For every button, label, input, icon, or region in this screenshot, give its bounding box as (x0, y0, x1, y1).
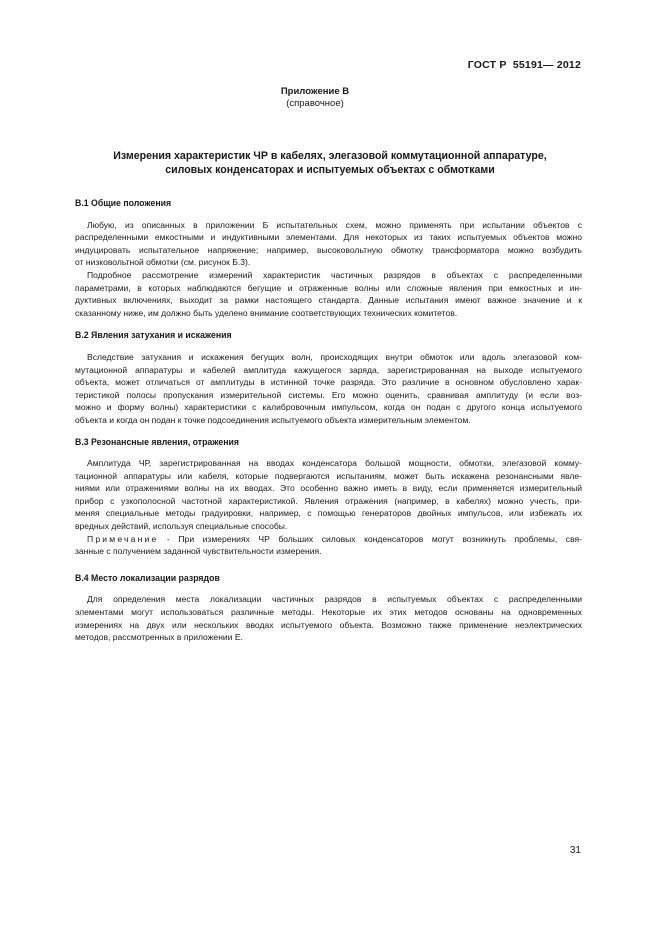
text-line: можно и форму волны) характеристики с калибровочным импульсом, когда он подан с другого конца испытуемого (75, 402, 582, 413)
text-line: меняя специальные методы градуировки, например, с помощью генераторов двойных импульсов, или избежать их (75, 508, 582, 519)
text-line: Вследствие затухания и искажения бегущих волн, происходящих внутри обмоток или вдоль элегазовой ком- (87, 351, 582, 362)
text-line: методов, рассмотренных в приложении Е. (75, 632, 243, 643)
text-line: Для определения места локализации частичных разрядов в испытуемых объектах с распределенными (87, 594, 582, 605)
appendix-subtitle: (справочное) (286, 98, 344, 109)
text-line: Любую, из описанных в приложении Б испытательных схем, можно применять при испытании объектов с (87, 219, 582, 230)
text-line: индуцировать испытательное напряжение; например, высоковольтную обмотку трансформатора можно возбудить (75, 244, 582, 255)
text-line: мутационной аппаратуры и кабелей амплитуда кажущегося заряда, зарегистрированная на выходе испытуемого (75, 364, 582, 375)
paragraph (75, 457, 582, 533)
section-b2 (75, 329, 582, 426)
section-b4 (75, 572, 582, 644)
section-heading: В.2 Явления затухания и искажения (75, 330, 232, 341)
page-number: 31 (569, 845, 581, 856)
text-line: от низковольтной обмотки (см. рисунок Б.3). (75, 257, 251, 268)
text-line: прибор с узкополосной частотной характеристикой. Явления отражения (например, в кабелях) можно учесть, при- (75, 495, 582, 506)
note-label: Примечание (87, 533, 159, 544)
text-line: дуктивных включениях, выходит за рамки настоящего стандарта. Данные испытания имеют важное значение и к (75, 295, 582, 306)
text-line: ниями или отражениями волны на их вводах. Это особенно важно иметь в виду, если применяется измерительный (75, 483, 582, 494)
text-line: объекта и когда он подан к точке подсоединения испытуемого объекта измерительным элементом. (75, 414, 471, 425)
appendix-heading (0, 86, 630, 110)
section-heading: В.3 Резонансные явления, отражения (75, 436, 240, 447)
text-line: теристикой полосы пропускания измерительной системы. Его можно оценить, сравнивая амплитуду (и если воз- (75, 389, 582, 400)
text-line: Амплитуда ЧР, зарегистрированная на вводах конденсатора большой мощности, обмотки, элегазовой комму- (87, 458, 582, 469)
paragraph (75, 269, 582, 319)
paragraph (75, 593, 582, 643)
section-heading: В.1 Общие положения (75, 198, 172, 208)
text-line: элементами могут использоваться различные методы. Некоторые их этих методов основаны на одновременных (75, 607, 582, 618)
standard-header: ГОСТ Р 55191— 2012 (467, 59, 581, 71)
text-line: сказанному ниже, им должно быть уделено внимание соответствующих технических комитетов. (75, 307, 458, 318)
document-body (75, 197, 582, 653)
appendix-title: Приложение В (280, 86, 350, 97)
section-b1 (75, 197, 582, 319)
text-line: измерениях на двух или нескольких вводах испытуемого объекта. Возможно также применение неэлектрических (75, 619, 582, 630)
document-title-line: силовых конденсаторах и испытуемых объектах с обмотками (165, 163, 495, 176)
text-line: тационной аппаратуры или кабеля, которые подвергаются испытаниям, может быть искажена резонансными явле- (75, 470, 582, 481)
section-heading: В.4 Место локализации разрядов (75, 572, 220, 583)
text-line: вредных действий, используя специальные способы. (75, 521, 288, 532)
paragraph (75, 351, 582, 427)
text-line: параметрами, в которых наблюдаются бегущие и отраженные волны или сложные явления при емкостных и ин- (75, 282, 582, 293)
document-title-line: Измерения характеристик ЧР в кабелях, элегазовой коммутационной аппаратуре, (113, 150, 547, 162)
section-b3 (75, 436, 582, 558)
document-title (80, 150, 580, 177)
text-line (75, 533, 582, 546)
note (75, 533, 582, 558)
text-line: занные с получением заданной чувствительности измерения. (75, 546, 322, 557)
text-line: распределенными емкостными и индуктивными элементами. Для некоторых из таких испытуемых объектов можно (75, 232, 582, 243)
text-line: объекта, может отличаться от амплитуды в истинной точке разряда. Это различие в основном обусловлено харак- (75, 377, 582, 388)
text-line: Подробное рассмотрение измерений характеристик частичных разрядов в объектах с распределенными (87, 269, 582, 280)
paragraph (75, 219, 582, 269)
note-text: - При измерениях ЧР больших силовых конденсаторов могут возникнуть проблемы, свя- (158, 533, 582, 544)
